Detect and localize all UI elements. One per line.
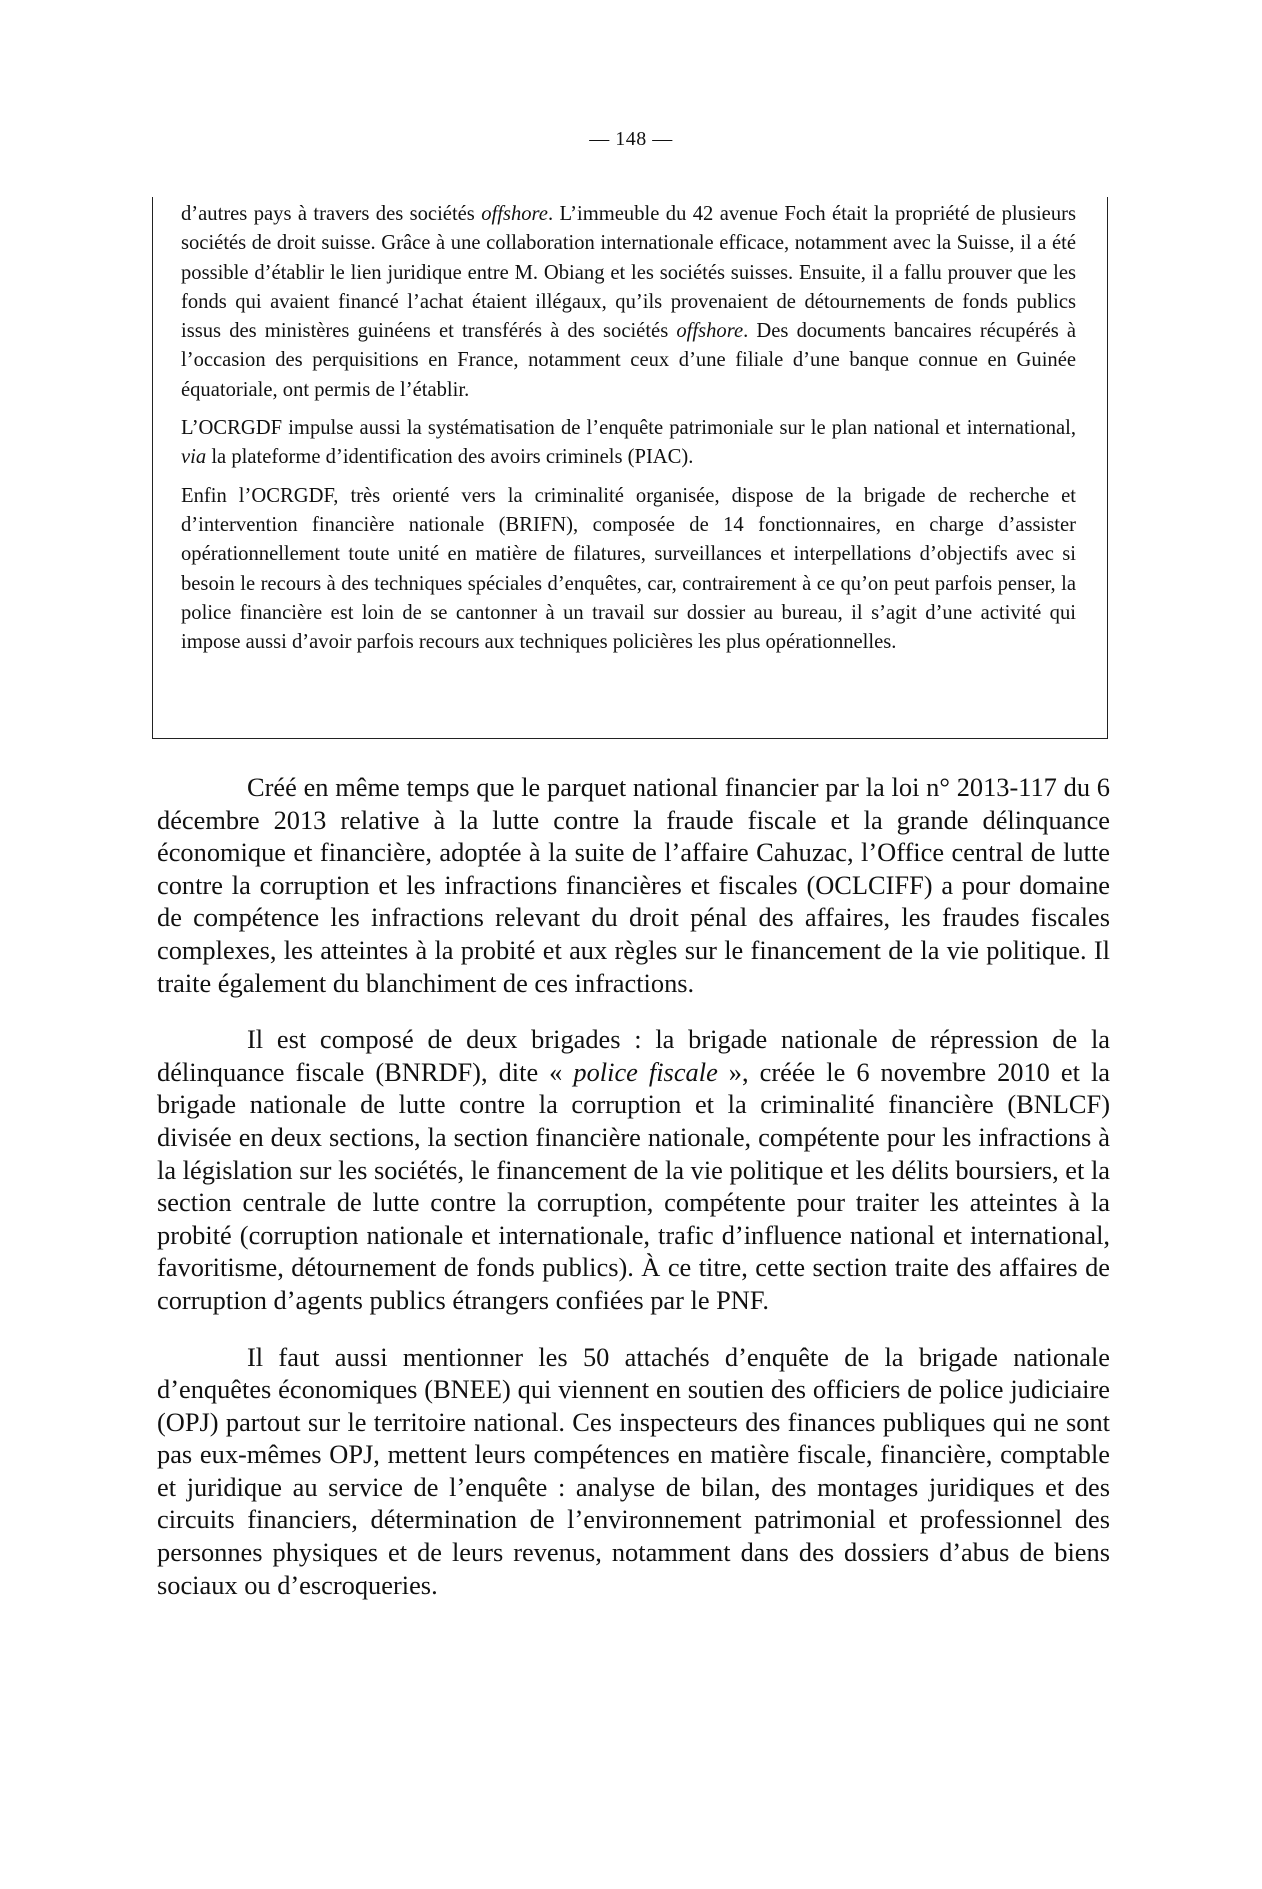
insert-paragraph-1: [181, 200, 1076, 405]
body-paragraph-2-text-a: Il est composé de deux brigades : la brigade nationale de répression de la délinquance fiscale (BNRDF), dite «: [157, 1024, 1110, 1087]
insert-paragraph-2-text-c: la plateforme d’identification des avoirs criminels (PIAC).: [206, 446, 694, 469]
insert-paragraph-1-italic-term-2: offshore: [676, 320, 744, 343]
body-paragraph-2: [157, 1023, 1110, 1316]
body-paragraph-2-italic-term: police fiscale: [573, 1056, 718, 1087]
insert-paragraph-1-text-a: d’autres pays à travers des sociétés: [181, 203, 482, 225]
insert-paragraph-2: [181, 414, 1076, 473]
main-body: [157, 771, 1110, 1625]
body-paragraph-1: Créé en même temps que le parquet national financier par la loi n° 2013-117 du 6 décembre 2013 relative à la lutte contre la fraude fiscale et la grande délinquance économique et financière, adoptée à la suite de l’affaire Cahuzac, l’Office central de lutte contre la corruption et les infractions financières et fiscales (OCLCIFF) a pour domaine de compétence les infractions relevant du droit pénal des affaires, les fraudes fiscales complexes, les atteintes à la probité et aux règles sur le financement de la vie politique. Il traite également du blanchiment de ces infractions.: [157, 772, 1110, 998]
body-paragraph-2-text-c: », créée le 6 novembre 2010 et la brigade nationale de lutte contre la corruption et la criminalité financière (BNLCF) divisée en deux sections, la section financière nationale, compétente pour les infractions à la législation sur les sociétés, le financement de la vie politique et les délits boursiers, et la section centrale de lutte contre la corruption, compétente pour traiter les atteintes à la probité (corruption nationale et internationale, trafic d’influence national et international, favoritisme, détournement de fonds publics). À ce titre, cette section traite des affaires de corruption d’agents publics étrangers confiées par le PNF.: [157, 1056, 1110, 1315]
insert-paragraph-1-text-c: . L’immeuble du 42 avenue Foch était la propriété de plusieurs sociétés de droit suisse. Grâce à une collaboration internationale efficace, notamment avec la Suisse, il a été possible d’établir le lien juridique entre M. Obiang et les sociétés suisses. Ensuite, il a fallu prouver que les fonds qui avaient financé l’achat étaient illégaux, qu’ils provenaient de détournements de fonds publics issus des ministères guinéens et transférés à des sociétés: [181, 203, 1076, 343]
boxed-insert: [152, 197, 1108, 739]
insert-paragraph-2-text-a: L’OCRGDF impulse aussi la systématisation de l’enquête patrimoniale sur le plan national et international,: [181, 417, 1076, 440]
body-paragraph-3: Il faut aussi mentionner les 50 attachés d’enquête de la brigade nationale d’enquêtes économiques (BNEE) qui viennent en soutien des officiers de police judiciaire (OPJ) partout sur le territoire national. Ces inspecteurs des finances publiques qui ne sont pas eux-mêmes OPJ, mettent leurs compétences en matière fiscale, financière, comptable et juridique au service de l’enquête : analyse de bilan, des montages juridiques et des circuits financiers, détermination de l’environnement patrimonial et professionnel des personnes physiques et de leurs revenus, notamment dans des dossiers d’abus de biens sociaux ou d’escroqueries.: [157, 1341, 1110, 1600]
page-number: — 148 —: [589, 128, 673, 150]
insert-paragraph-1-italic-term-1: offshore: [481, 203, 548, 225]
insert-paragraph-2-italic-term: via: [181, 446, 207, 469]
insert-paragraph-1-text-e: . Des documents bancaires récupérés à l’occasion des perquisitions en France, notamment ceux d’une filiale d’une banque connue en Guinée équatoriale, ont permis de l’établir.: [181, 320, 1077, 401]
insert-paragraph-3: Enfin l’OCRGDF, très orienté vers la criminalité organisée, dispose de la brigade de recherche et d’intervention financière nationale (BRIFN), composée de 14 fonctionnaires, en charge d’assister opérationnellement toute unité en matière de filatures, surveillances et interpellations d’objectifs avec si besoin le recours à des techniques spéciales d’enquêtes, car, contrairement à ce qu’on peut parfois penser, la police financière est loin de se cantonner à un travail sur dossier au bureau, il s’agit d’une activité qui impose aussi d’avoir parfois recours aux techniques policières les plus opérationnelles.: [181, 484, 1076, 654]
